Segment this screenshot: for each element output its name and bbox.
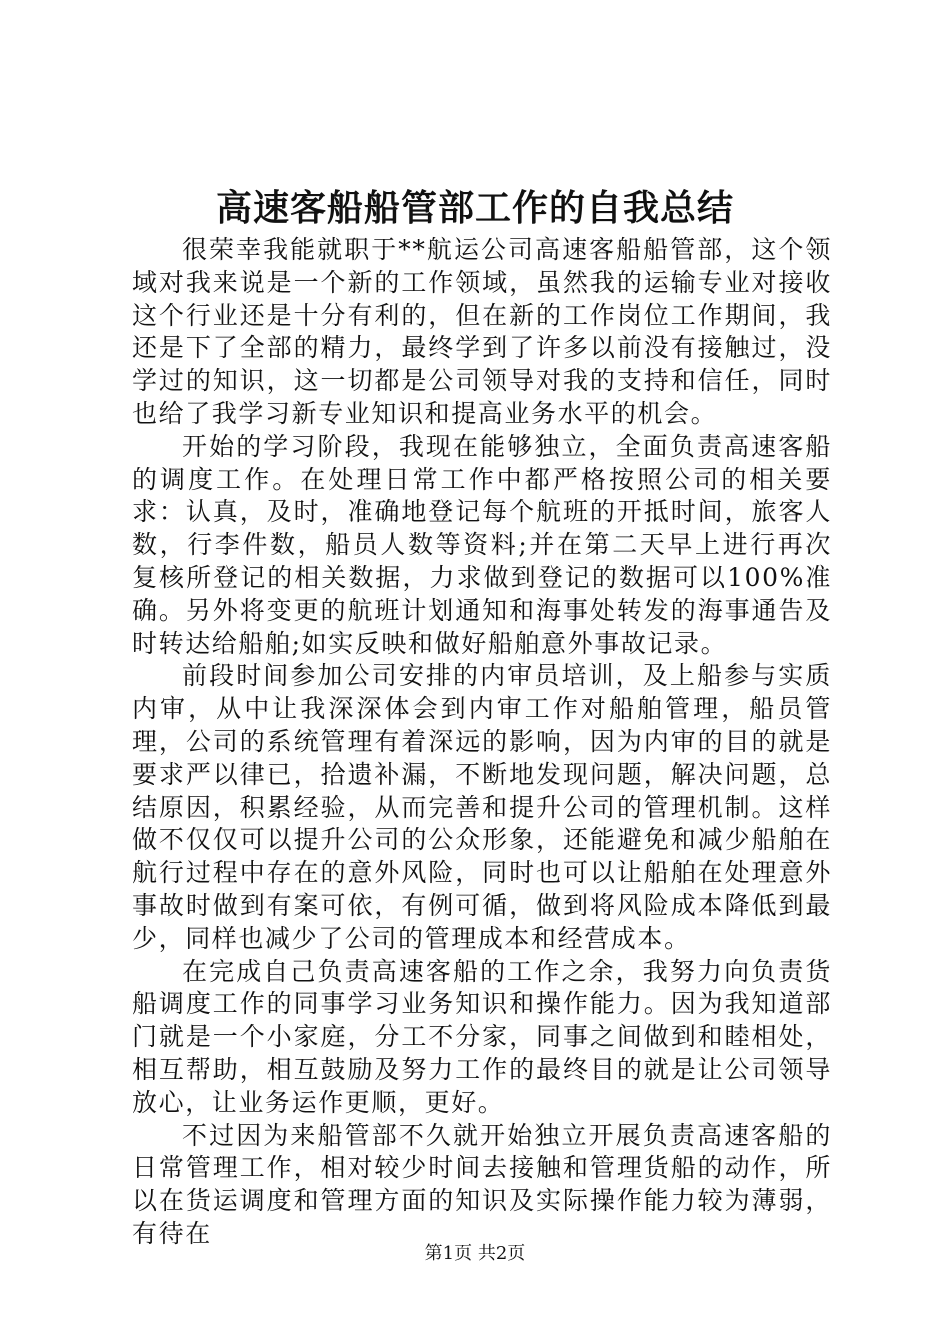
document-body	[132, 234, 832, 1251]
paragraph-3: 前段时间参加公司安排的内审员培训，及上船参与实质内审，从中让我深深体会到内审工作对船舶管理，船员管理，公司的系统管理有着深远的影响，因为内审的目的就是要求严以律已，拾遗补漏，不断地发现问题，解决问题，总结原因，积累经验，从而完善和提升公司的管理机制。这样做不仅仅可以提升公司的公众形象，还能避免和减少船舶在航行过程中存在的意外风险，同时也可以让船舶在处理意外事故时做到有案可依，有例可循，做到将风险成本降低到最少，同样也减少了公司的管理成本和经营成本。	[132, 661, 832, 953]
document-title: 高速客船船管部工作的自我总结	[215, 187, 734, 229]
page-footer: 第1页 共2页	[424, 1243, 526, 1264]
paragraph-4: 在完成自己负责高速客船的工作之余，我努力向负责货船调度工作的同事学习业务知识和操作能力。因为我知道部门就是一个小家庭，分工不分家，同事之间做到和睦相处，相互帮助，相互鼓励及努力工作的最终目的就是让公司领导放心，让业务运作更顺，更好。	[132, 956, 832, 1117]
paragraph-5: 不过因为来船管部不久就开始独立开展负责高速客船的日常管理工作，相对较少时间去接触和管理货船的动作，所以在货运调度和管理方面的知识及实际操作能力较为薄弱，有待在	[132, 1120, 832, 1248]
paragraph-1: 很荣幸我能就职于**航运公司高速客船船管部，这个领域对我来说是一个新的工作领域，虽然我的运输专业对接收这个行业还是十分有利的，但在新的工作岗位工作期间，我还是下了全部的精力，最终学到了许多以前没有接触过，没学过的知识，这一切都是公司领导对我的支持和信任，同时也给了我学习新专业知识和提高业务水平的机会。	[132, 235, 832, 428]
paragraph-2: 开始的学习阶段，我现在能够独立，全面负责高速客船的调度工作。在处理日常工作中都严格按照公司的相关要求：认真，及时，准确地登记每个航班的开抵时间，旅客人数，行李件数，船员人数等资料;并在第二天早上进行再次复核所登记的相关数据，力求做到登记的数据可以100%准确。另外将变更的航班计划通知和海事处转发的海事通告及时转达给船舶;如实反映和做好船舶意外事故记录。	[132, 431, 832, 658]
